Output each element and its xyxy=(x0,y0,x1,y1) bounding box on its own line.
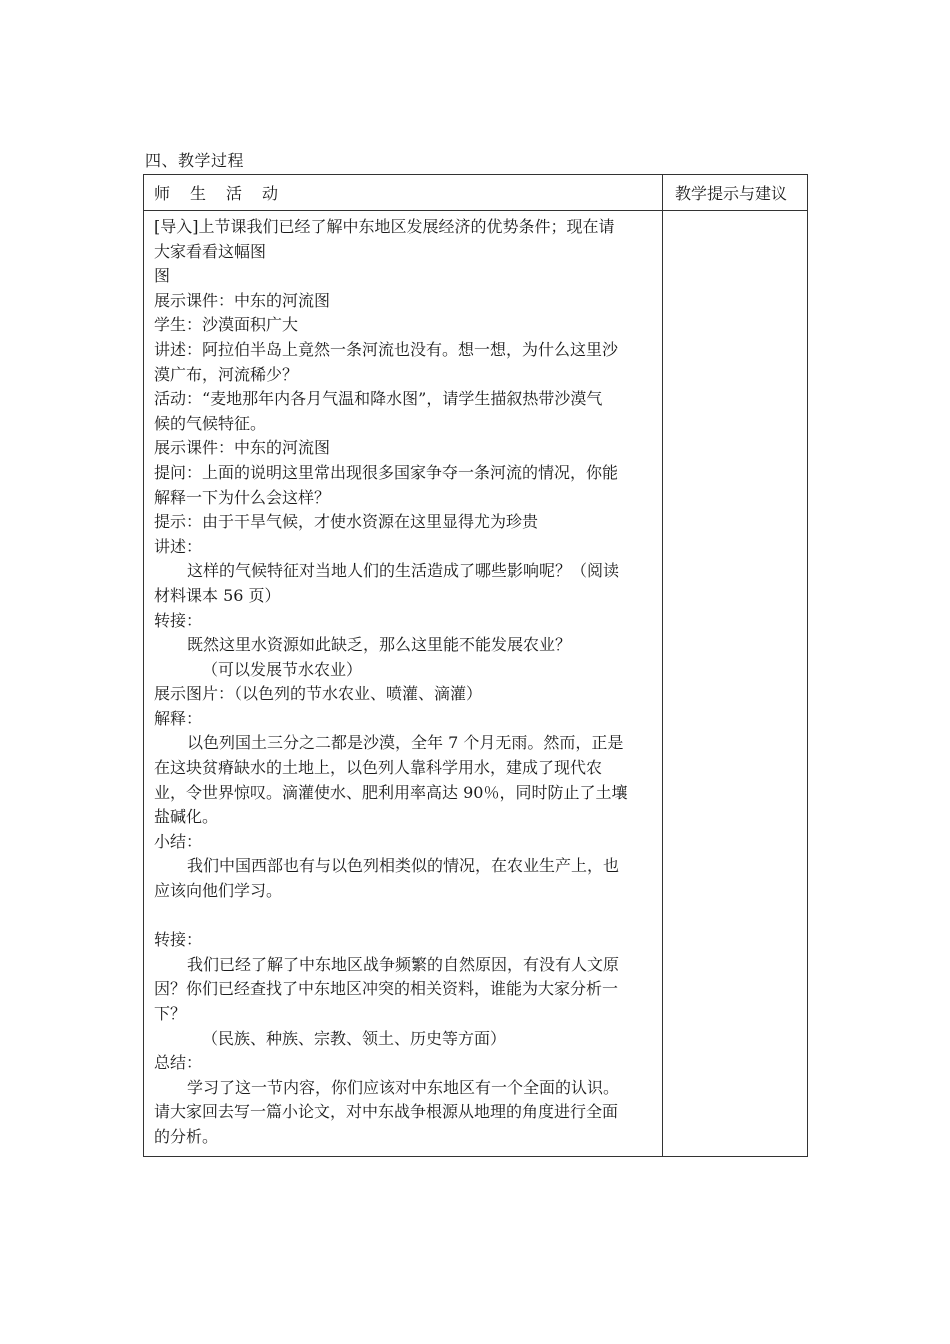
activity-line: 业，令世界惊叹。滴灌使水、肥利用率高达 90％，同时防止了土壤 xyxy=(154,782,628,802)
activity-line: 候的气候特征。 xyxy=(154,413,267,433)
activity-line: 解释： xyxy=(154,708,203,728)
activity-line: 讲述： xyxy=(154,536,203,556)
activity-line: 解释一下为什么会这样？ xyxy=(154,487,331,507)
activity-line: 大家看看这幅图 xyxy=(154,241,267,261)
activity-line: 展示图片：（以色列的节水农业、喷灌、滴灌） xyxy=(154,684,483,704)
activity-header-char: 活 xyxy=(226,184,243,203)
activity-line: 请大家回去写一篇小论文，对中东战争根源从地理的角度进行全面 xyxy=(154,1102,619,1122)
activity-line: （可以发展节水农业） xyxy=(202,659,363,679)
activity-line: 下？ xyxy=(154,1004,187,1023)
activity-line: 展示课件：中东的河流图 xyxy=(154,438,331,458)
table-body-row xyxy=(144,211,808,1157)
activity-line: 转接： xyxy=(154,930,203,950)
activity-line: 活动：“麦地那年内各月气温和降水图”，请学生描叙热带沙漠气 xyxy=(154,389,603,409)
activity-line: 讲述：阿拉伯半岛上竟然一条河流也没有。想一想，为什么这里沙 xyxy=(154,339,619,359)
activity-line: 的分析。 xyxy=(154,1126,219,1146)
activity-line: 在这块贫瘠缺水的土地上，以色列人靠科学用水，建成了现代农 xyxy=(154,758,603,778)
activity-line: 总结： xyxy=(154,1053,203,1073)
activity-header-char: 动 xyxy=(262,184,279,203)
section-title: 四、教学过程 xyxy=(145,151,245,170)
activity-line: 以色列国土三分之二都是沙漠，全年 7 个月无雨。然而，正是 xyxy=(187,733,624,753)
activity-line: 既然这里水资源如此缺乏，那么这里能不能发展农业？ xyxy=(187,635,572,655)
activity-header-char: 师 xyxy=(154,184,171,203)
activity-line xyxy=(154,904,650,929)
activity-cell xyxy=(144,211,663,1157)
activity-line: （民族、种族、宗教、领土、历史等方面） xyxy=(202,1028,507,1048)
activity-line: 盐碱化。 xyxy=(154,807,219,827)
activity-line: 这样的气候特征对当地人们的生活造成了哪些影响呢？（阅读 xyxy=(187,561,620,581)
activity-line: 学生：沙漠面积广大 xyxy=(154,315,299,335)
activity-column-header xyxy=(144,175,663,211)
table-header-row xyxy=(144,175,808,211)
activity-line: 转接： xyxy=(154,610,203,630)
activity-line: 图 xyxy=(154,266,171,286)
activity-line: 我们中国西部也有与以色列相类似的情况，在农业生产上，也 xyxy=(187,856,620,876)
activity-line: [导入]上节课我们已经了解中东地区发展经济的优势条件；现在请 xyxy=(154,217,615,236)
activity-line: 提示：由于干旱气候，才使水资源在这里显得尤为珍贵 xyxy=(154,512,539,532)
hints-cell xyxy=(663,211,808,1157)
hints-column-header: 教学提示与建议 xyxy=(663,175,808,211)
activity-line: 学习了这一节内容，你们应该对中东地区有一个全面的认识。 xyxy=(187,1077,620,1097)
activity-line: 提问：上面的说明这里常出现很多国家争夺一条河流的情况，你能 xyxy=(154,462,619,482)
activity-line: 小结： xyxy=(154,831,203,851)
activity-header-char: 生 xyxy=(190,184,207,203)
activity-line: 我们已经了解了中东地区战争频繁的自然原因，有没有人文原 xyxy=(187,954,620,974)
activity-line: 应该向他们学习。 xyxy=(154,881,283,901)
activity-line: 展示课件：中东的河流图 xyxy=(154,290,331,310)
activity-line: 材料课本 56 页） xyxy=(154,585,281,605)
activity-line: 因？你们已经查找了中东地区冲突的相关资料，谁能为大家分析一 xyxy=(154,979,619,999)
activity-line: 漠广布，河流稀少？ xyxy=(154,364,299,384)
teaching-process-table xyxy=(143,174,808,1157)
